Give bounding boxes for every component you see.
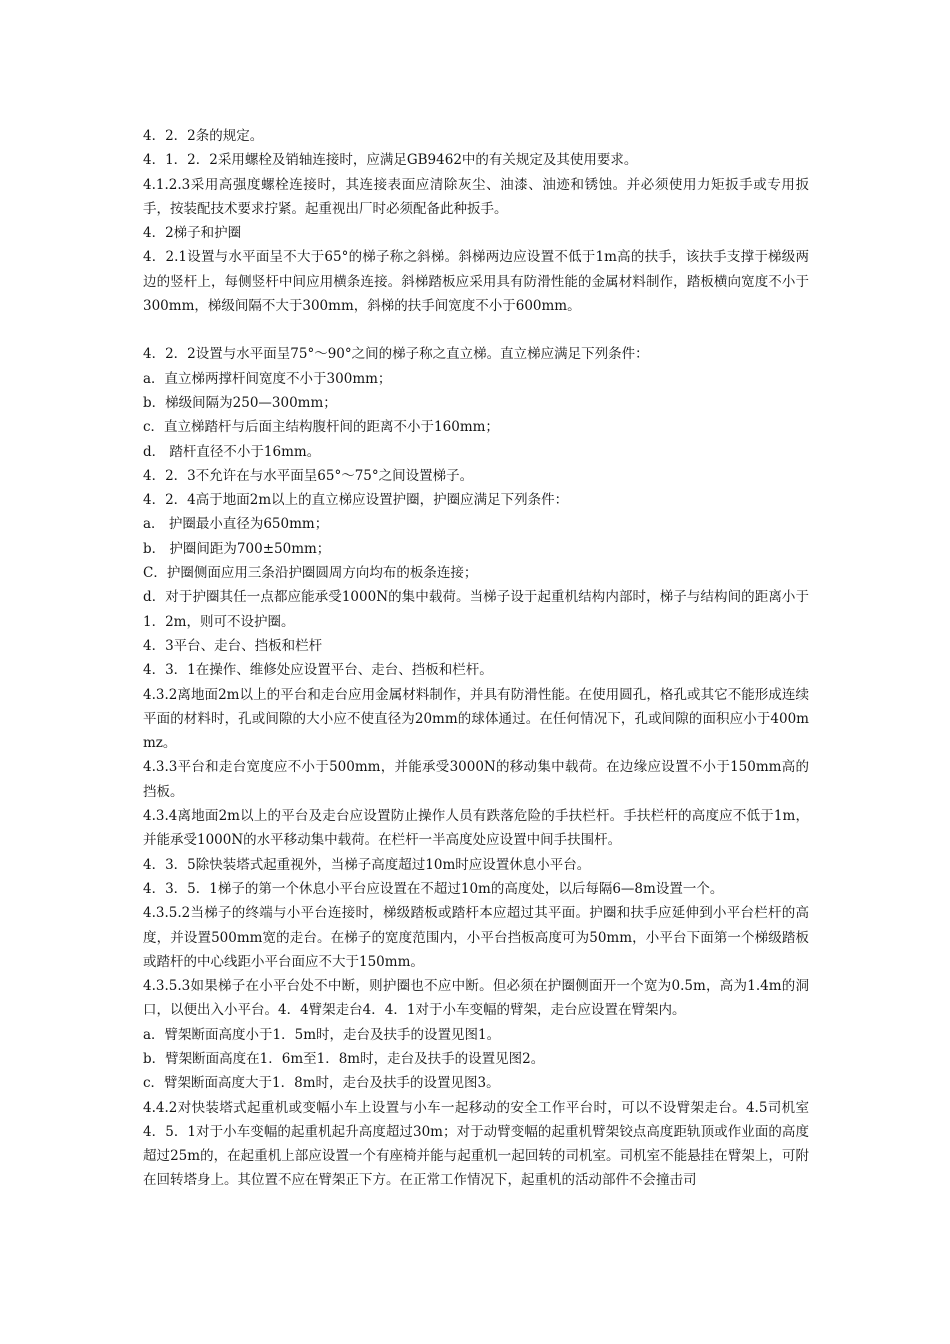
- list-item-b: b．臂架断面高度在1．6m至1．8m时，走台及扶手的设置见图2。: [143, 1050, 545, 1067]
- list-item-a: a．直立梯两撑杆间宽度不小于300mm；: [143, 370, 392, 387]
- paragraph-4-2-2: 4．2．2设置与水平面呈75°～90°之间的梯子称之直立梯。直立梯应满足下列条件：: [143, 346, 649, 363]
- paragraph-4-2-2-ref: 4．2．2条的规定。: [143, 128, 264, 144]
- paragraph-4-3-5-1: 4．3．5．1梯子的第一个休息小平台应设置在不超过10m的高度处，以后每隔6—8m设置一个。: [143, 880, 724, 897]
- list-item-a: a．臂架断面高度小于1．5m时，走台及扶手的设置见图1。: [143, 1026, 501, 1043]
- paragraph-4-1-2-2: 4．1．2．2采用螺栓及销轴连接时，应满足GB9462中的有关规定及其使用要求。: [143, 152, 638, 169]
- paragraph-4-3-5-3: 4.3.5.3如果梯子在小平台处不中断，则护圈也不应中断。但必须在护圈侧面开一个宽为0.5m，高为1.4m的洞口，以便出入小平台。4．4臂架走台4．4．1对于小车变幅的臂架，走台应设置在臂架内。: [143, 978, 809, 1019]
- list-item-c: C．护圈侧面应用三条沿护圈圆周方向均布的板条连接；: [143, 565, 478, 582]
- paragraph-4-4-2: 4.4.2对快装塔式起重机或变幅小车上设置与小车一起移动的安全工作平台时，可以不设臂架走台。4.5司机室4．5．1对于小车变幅的起重机起升高度超过30m；对于动臂变幅的起重机臂架铰点高度距轨顶或作业面的高度超过25m的，在起重机上部应设置一个有座椅并能与起重机一起回转的司机室。司机室不能悬挂在臂架上，可附在回转塔身上。其位置不应在臂架正下方。在正常工作情况下，起重机的活动部件不会撞击司: [143, 1099, 809, 1189]
- list-item-d: d． 踏杆直径不小于16mm。: [143, 443, 321, 460]
- list-item-b: b．梯级间隔为250—300mm；: [143, 394, 337, 411]
- list-item-b: b． 护圈间距为700±50mm；: [143, 540, 331, 557]
- paragraph-4-3-5-2: 4.3.5.2当梯子的终端与小平台连接时，梯级踏板或踏杆本应超过其平面。护圈和扶手应延伸到小平台栏杆的高度，并设置500mm宽的走台。在梯子的宽度范围内，小平台挡板高度可为50mm，小平台下面第一个梯级踏板或踏杆的中心线距小平台面应不大于150mm。: [143, 905, 809, 970]
- list-item-c: c．臂架断面高度大于1．8m时，走台及扶手的设置见图3。: [143, 1075, 500, 1092]
- paragraph-4-3-1: 4．3．1在操作、维修处应设置平台、走台、挡板和栏杆。: [143, 662, 493, 679]
- section-heading-4-2: 4．2梯子和护圈: [143, 225, 242, 242]
- blank-line: [143, 318, 809, 342]
- paragraph-4-2-1: 4．2.1设置与水平面呈不大于65°的梯子称之斜梯。斜梯两边应设置不低于1m高的扶手，该扶手支撑于梯级两边的竖杆上，每侧竖杆中间应用横条连接。斜梯踏板应采用具有防滑性能的金属材料制作，踏板横向宽度不小于300mm，梯级间隔不大于300mm，斜梯的扶手间宽度不小于600mm。: [143, 249, 809, 315]
- section-heading-4-3: 4．3平台、走台、挡板和栏杆: [143, 637, 323, 654]
- paragraph-4-3-4: 4.3.4离地面2m以上的平台及走台应设置防止操作人员有跌落危险的手扶栏杆。手扶栏杆的高度应不低于1m，并能承受1000N的水平移动集中载荷。在栏杆一半高度处应设置中间手扶围杆。: [143, 808, 809, 849]
- paragraph-4-3-3: 4.3.3平台和走台宽度应不小于500mm，并能承受3000N的移动集中载荷。在边缘应设置不小于150mm高的挡板。: [143, 759, 809, 800]
- list-item-a: a． 护圈最小直径为650mm；: [143, 516, 329, 533]
- paragraph-4-1-2-3: 4.1.2.3采用高强度螺栓连接时，其连接表面应清除灰尘、油漆、油迹和锈蚀。并必须使用力矩扳手或专用扳手，按装配技术要求拧紧。起重视出厂时必须配备此种扳手。: [143, 176, 809, 217]
- document-body: [143, 124, 809, 1193]
- paragraph-4-3-5: 4．3．5除快装塔式起重视外，当梯子高度超过10m时应设置休息小平台。: [143, 856, 591, 873]
- paragraph-4-2-4: 4．2．4高于地面2m以上的直立梯应设置护圈，护圈应满足下列条件：: [143, 492, 569, 509]
- paragraph-4-2-3: 4．2．3不允许在与水平面呈65°～75°之间设置梯子。: [143, 467, 474, 484]
- paragraph-4-3-2: 4.3.2离地面2m以上的平台和走台应用金属材料制作，并具有防滑性能。在使用圆孔，格孔或其它不能形成连续平面的材料时，孔或间隙的大小应不使直径为20mm的球体通过。在任何情况下，孔或间隙的面积应小于400mmz。: [143, 686, 809, 752]
- list-item-c: c．直立梯踏杆与后面主结构腹杆间的距离不小于160mm；: [143, 419, 499, 436]
- list-item-d: d．对于护圈其任一点都应能承受1000N的集中载荷。当梯子设于起重机结构内部时，梯子与结构间的距离小于1．2m，则可不设护圈。: [143, 589, 809, 630]
